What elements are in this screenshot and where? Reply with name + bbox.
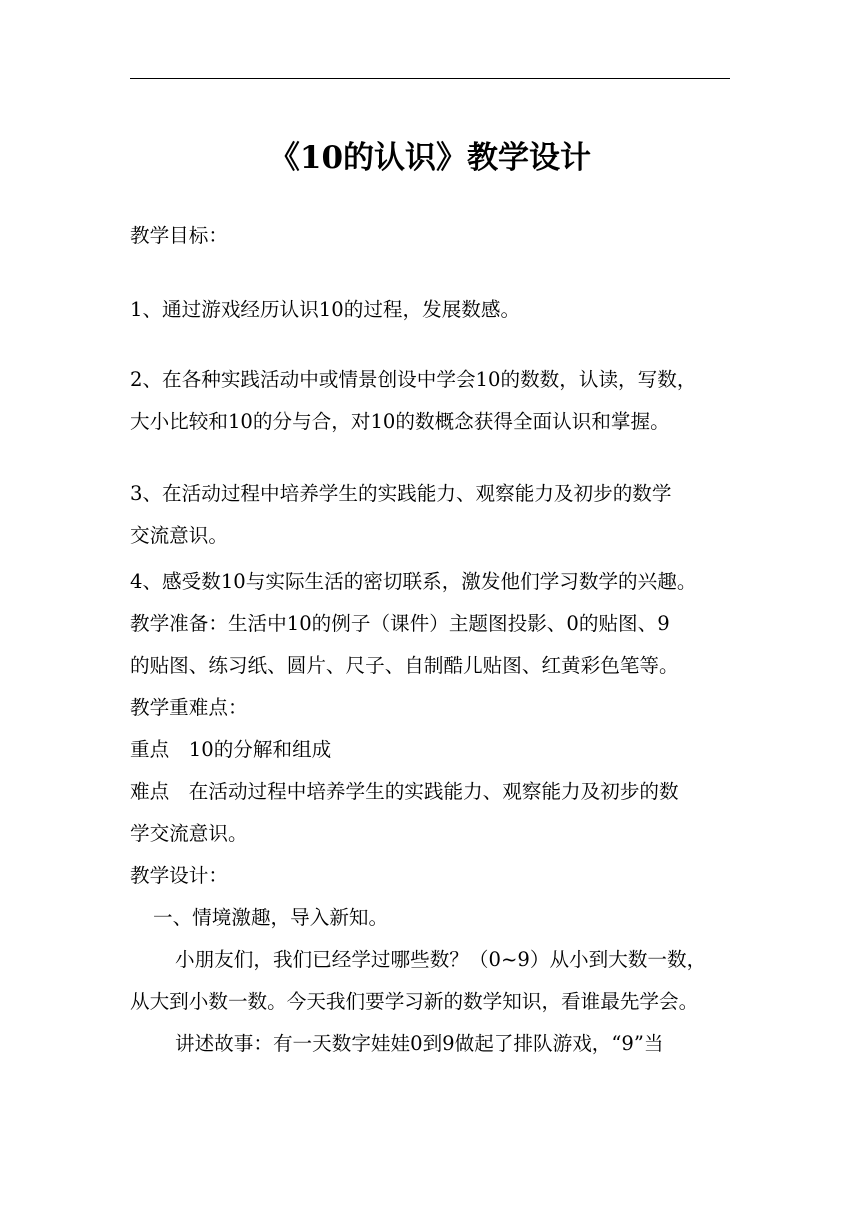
objective-3-line-1: 3、在活动过程中培养学生的实践能力、观察能力及初步的数学 (130, 482, 672, 505)
document-title: 《10的认识》教学设计 (268, 140, 592, 176)
section-heading-objectives: 教学目标： (130, 224, 228, 247)
difficult-point-line-1: 难点 在活动过程中培养学生的实践能力、观察能力及初步的数 (130, 780, 679, 803)
header-rule (130, 78, 730, 79)
objective-2-line-2: 大小比较和10的分与合，对10的数概念获得全面认识和掌握。 (130, 410, 670, 433)
preparation-line-1: 教学准备：生活中10的例子（课件）主题图投影、0的贴图、9 (130, 612, 670, 635)
section-heading-design: 教学设计： (130, 864, 228, 887)
objective-3-line-2: 交流意识。 (130, 524, 228, 547)
preparation-line-2: 的贴图、练习纸、圆片、尺子、自制酷儿贴图、红黄彩色笔等。 (130, 654, 679, 677)
paragraph-2-line-1: 讲述故事：有一天数字娃娃0到9做起了排队游戏，“9”当 (175, 1032, 664, 1055)
paragraph-1-line-2: 从大到小数一数。今天我们要学习新的数学知识，看谁最先学会。 (130, 990, 699, 1013)
difficult-point-line-2: 学交流意识。 (130, 822, 248, 845)
objective-4: 4、感受数10与实际生活的密切联系，激发他们学习数学的兴趣。 (130, 570, 697, 593)
key-point: 重点 10的分解和组成 (130, 738, 332, 761)
objective-2-line-1: 2、在各种实践活动中或情景创设中学会10的数数，认读，写数， (130, 368, 697, 391)
step-1-heading: 一、情境激趣，导入新知。 (153, 906, 389, 929)
objective-1: 1、通过游戏经历认识10的过程，发展数感。 (130, 298, 521, 321)
paragraph-1-line-1: 小朋友们，我们已经学过哪些数？（0~9）从小到大数一数， (175, 948, 707, 971)
section-heading-key-points: 教学重难点： (130, 696, 248, 719)
